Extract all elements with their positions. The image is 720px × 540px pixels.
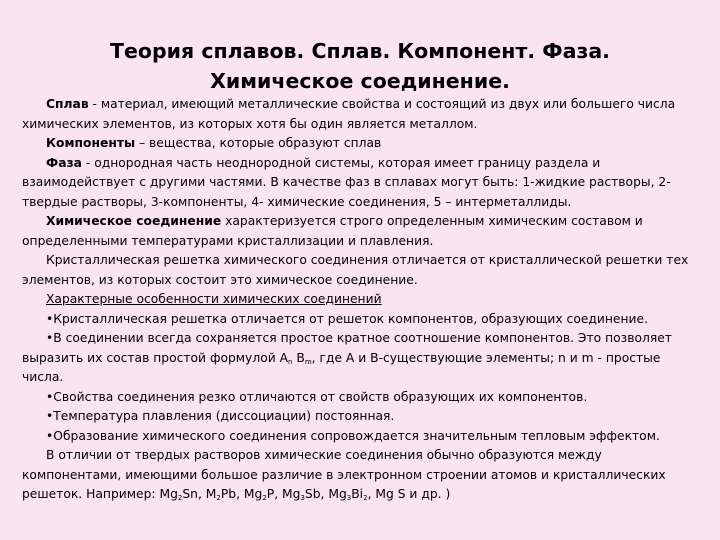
definition-phase: - однородная часть неоднородной системы, которая имеет границу раздела и взаимодействует с другими частями. В качестве фаз в сплавах могут быть: 1-жидкие растворы, 2-твердые растворы, 3-компоненты, 4- химические соединения, 5 – интерметаллиды. [22, 155, 671, 209]
term-chemical-compound: Химическое соединение [46, 214, 222, 228]
bullet-text-2b: В [292, 350, 305, 365]
bullet-item-3: •Свойства соединения резко отличаются от свойств образующих их компонентов. [46, 389, 588, 404]
examples-text: В отличии от твердых растворов химические соединения обычно образуются между компонентами, имеющими большое различие в электронном строении атомов и кристаллических решеток. Например: [22, 448, 666, 501]
bullet-text-5: Образование химического соединения сопровождается значительным тепловым эффектом. [53, 428, 660, 443]
bullet-text-2c: , где А и В-существующие элементы; n и m - простые числа. [22, 350, 661, 384]
definition-components: – вещества, которые образуют сплав [135, 136, 382, 150]
bullet-item-4: •Температура плавления (диссоциации) постоянная. [46, 409, 395, 423]
bullet-text-3: Свойства соединения резко отличаются от свойств образующих их компонентов. [53, 389, 588, 404]
crystal-lattice-text: Кристаллическая решетка химического соединения отличается от кристаллической решетки тех элементов, из которых состоит это химическое соединение. [22, 253, 689, 287]
formula-mg3bi2: $Mg_3Bi_2$, Mg S и др. ) [328, 487, 451, 502]
features-heading-row [22, 290, 698, 310]
paragraph-components [22, 134, 698, 154]
paragraph-chemical-compound [22, 212, 698, 251]
slide-body [22, 95, 698, 505]
paragraph-examples [22, 446, 698, 505]
formula-mg3sb: $Mg_3Sb$, [282, 487, 329, 502]
subscript-n: n [288, 357, 293, 366]
formula-m2pb: $M_2Pb$, [205, 487, 244, 502]
formula-mg2sn: $Mg_2Sn$, [159, 487, 206, 502]
term-components: Компоненты [46, 136, 136, 150]
paragraph-phase [22, 154, 698, 213]
definition-alloy: - материал, имеющий металлические свойства и состоящий из двух или большего числа химических элементов, из которых хотя бы один является металлом. [22, 97, 676, 131]
slide-title [0, 36, 720, 96]
paragraph-crystal-lattice [22, 251, 698, 290]
term-phase: Фаза [46, 155, 82, 170]
formula-mg2p: $Mg_2P$, [243, 487, 283, 502]
bullet-text-1: Кристаллическая решетка отличается от решеток компонентов, образующих соединение. [53, 311, 649, 326]
bullet-item-1: •Кристаллическая решетка отличается от решеток компонентов, образующих соединение. [46, 311, 649, 326]
title-line-1: Теория сплавов. Сплав. Компонент. Фаза. [110, 39, 610, 63]
bullet-text-2a: В соединении всегда сохраняется простое кратное соотношение компонентов. Это позволяет выразить их состав простой формулой А [22, 331, 672, 365]
paragraph-alloy [22, 95, 698, 134]
bullet-item-2: •В соединении всегда сохраняется простое кратное соотношение компонентов. Это позволяет выразить их состав простой формулой $А_n$ $В_m$, где А и В-существующие элементы; n и m - простые числа. [22, 331, 672, 384]
term-alloy: Сплав [46, 97, 89, 111]
bullet-item-5: •Образование химического соединения сопровождается значительным тепловым эффектом. [46, 428, 660, 443]
title-line-2: Химическое соединение. [210, 69, 510, 93]
definition-chemical-compound: характеризуется строго определенным химическим составом и определенными температурами кристаллизации и плавления. [22, 214, 643, 248]
subscript-m: m [304, 357, 312, 366]
bullet-text-4: Температура плавления (диссоциации) постоянная. [53, 409, 395, 423]
features-heading: Характерные особенности химических соединений [46, 292, 382, 306]
